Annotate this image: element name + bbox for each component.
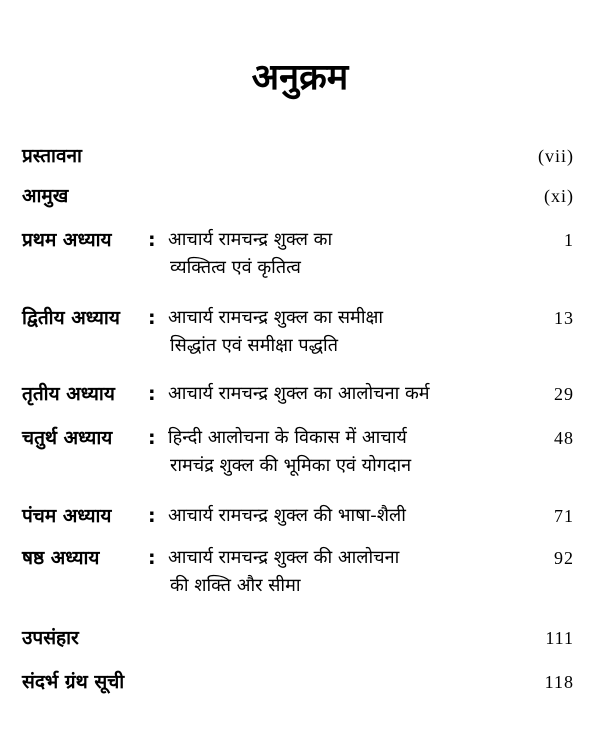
entry-label: प्रस्तावना [22, 145, 82, 167]
entry-description [168, 304, 498, 360]
entry-description [168, 424, 498, 480]
entry-text-line: आचार्य रामचन्द्र शुक्ल का आलोचना कर्म [168, 383, 430, 404]
entry-page-number: 13 [554, 308, 574, 328]
entry-label: प्रथम अध्याय [22, 229, 112, 251]
entry-label: षष्ठ अध्याय [22, 547, 100, 569]
entry-label: चतुर्थ अध्याय [22, 427, 113, 449]
entry-page-number: (xi) [544, 186, 574, 206]
entry-label: आमुख [22, 185, 69, 207]
entry-page-number: 111 [545, 628, 574, 648]
entry-description [168, 502, 498, 530]
entry-text-line: आचार्य रामचन्द्र शुक्ल का समीक्षा [168, 307, 384, 328]
entry-separator: : [148, 307, 156, 329]
entry-page-number: 48 [554, 428, 574, 448]
entry-label: द्वितीय अध्याय [22, 307, 120, 329]
entry-page-number: 71 [554, 506, 574, 526]
entry-label: उपसंहार [22, 627, 79, 649]
entry-text-line: की शक्ति और सीमा [170, 575, 301, 596]
entry-label: संदर्भ ग्रंथ सूची [22, 671, 125, 693]
entry-separator: : [148, 505, 156, 527]
entry-label: तृतीय अध्याय [22, 383, 115, 405]
entry-page-number: 118 [544, 672, 574, 692]
entry-separator: : [148, 427, 156, 449]
entry-text-line: आचार्य रामचन्द्र शुक्ल की भाषा-शैली [168, 505, 406, 526]
entry-description [168, 544, 498, 600]
page-title: अनुक्रम [251, 57, 349, 98]
entry-page-number: 1 [564, 230, 574, 250]
entry-separator: : [148, 383, 156, 405]
entry-text-line: आचार्य रामचन्द्र शुक्ल का [168, 229, 333, 250]
entry-description [168, 226, 498, 282]
entry-separator: : [148, 547, 156, 569]
entry-text-line: रामचंद्र शुक्ल की भूमिका एवं योगदान [170, 455, 412, 476]
entry-label: पंचम अध्याय [22, 505, 112, 527]
entry-description [168, 380, 498, 408]
entry-page-number: 29 [554, 384, 574, 404]
entry-text-line: आचार्य रामचन्द्र शुक्ल की आलोचना [168, 547, 400, 568]
entry-separator: : [148, 229, 156, 251]
entry-page-number: (vii) [538, 146, 574, 166]
entry-text-line: हिन्दी आलोचना के विकास में आचार्य [168, 427, 407, 448]
entry-text-line: सिद्धांत एवं समीक्षा पद्धति [170, 335, 338, 356]
entry-text-line: व्यक्तित्व एवं कृतित्व [170, 257, 301, 278]
entry-page-number: 92 [554, 548, 574, 568]
